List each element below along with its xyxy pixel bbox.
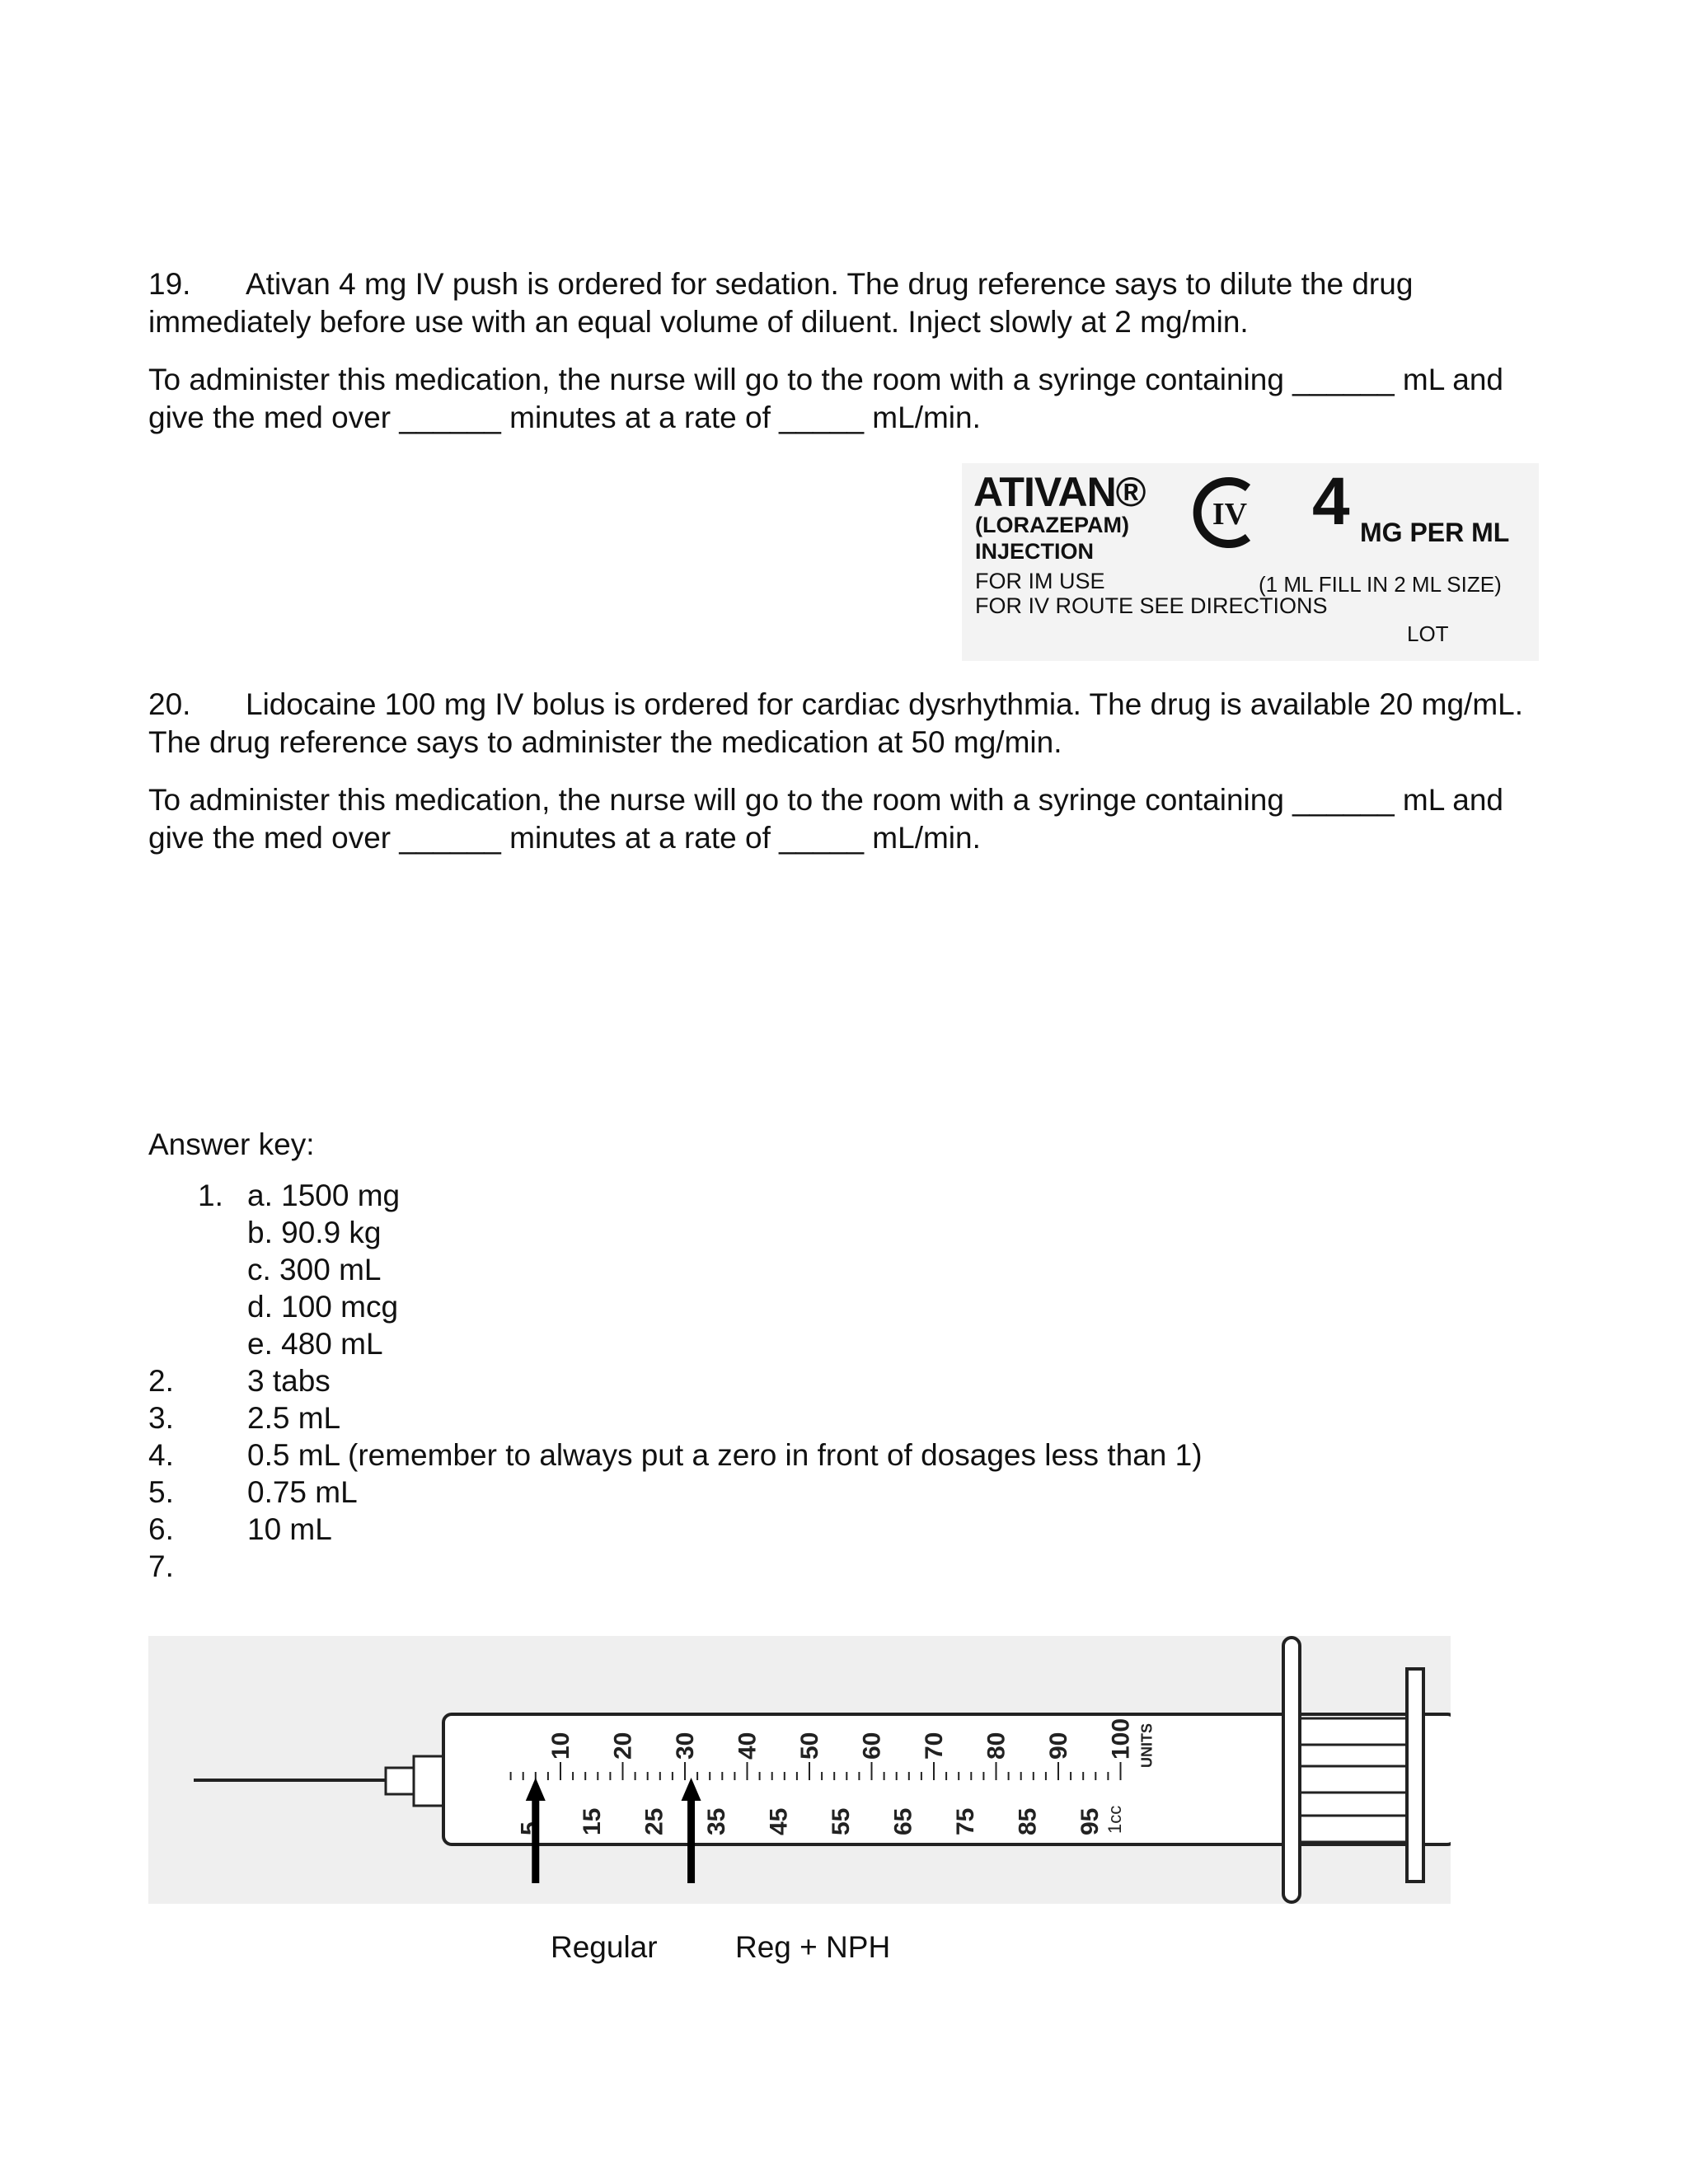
label-lot: LOT xyxy=(1407,621,1449,646)
controlled-substance-seal-icon xyxy=(1189,471,1271,554)
scale-label-bottom: 75 xyxy=(951,1807,979,1835)
label-generic: (LORAZEPAM) xyxy=(975,513,1129,537)
syringe-flange xyxy=(1283,1638,1300,1902)
answer-item-1e: e. 480 mL xyxy=(247,1327,383,1361)
answer-value: 3 tabs xyxy=(247,1364,331,1398)
schedule-text: IV xyxy=(1212,497,1248,532)
answer-item-1a: a. 1500 mg xyxy=(247,1179,401,1212)
scale-label-bottom: 85 xyxy=(1014,1807,1042,1835)
label-brand: ATIVAN® xyxy=(973,469,1146,515)
answer-number: 7. xyxy=(148,1549,174,1583)
syringe-tip xyxy=(414,1756,445,1806)
scale-label-top: 90 xyxy=(1045,1732,1072,1760)
answer-value: 10 mL xyxy=(247,1512,332,1546)
scale-label-top: 40 xyxy=(734,1732,762,1760)
answer-number: 6. xyxy=(148,1512,174,1546)
needle-hub xyxy=(386,1768,415,1794)
question-number: 20. xyxy=(148,687,191,721)
question-text: The drug reference says to administer the medication at 50 mg/min. xyxy=(148,725,1062,759)
question-text: give the med over ______ minutes at a rate of _____ mL/min. xyxy=(148,401,981,434)
answer-value: 0.75 mL xyxy=(247,1475,358,1509)
insulin-syringe-illustration xyxy=(148,1636,1451,1904)
ativan-drug-label xyxy=(962,463,1539,661)
scale-label-bottom: 15 xyxy=(578,1807,606,1835)
label-strength-unit: MG PER ML xyxy=(1360,518,1510,547)
answer-key-title: Answer key: xyxy=(148,1127,315,1161)
scale-label-top: 30 xyxy=(672,1732,699,1760)
scale-label-bottom: 25 xyxy=(640,1807,668,1835)
scale-label-bottom: 65 xyxy=(889,1807,917,1835)
scale-label-top: 60 xyxy=(858,1732,886,1760)
label-im-use: FOR IM USE xyxy=(975,569,1105,593)
answer-number: 5. xyxy=(148,1475,174,1509)
plunger-thumb-rest xyxy=(1407,1669,1423,1882)
scale-label-top: 20 xyxy=(609,1732,637,1760)
scale-label-top: 100 xyxy=(1107,1718,1135,1760)
question-text: Lidocaine 100 mg IV bolus is ordered for cardiac dysrhythmia. The drug is available 20 mg/mL. xyxy=(246,687,1524,721)
answer-number: 4. xyxy=(148,1438,174,1472)
label-form: INJECTION xyxy=(975,539,1095,564)
answer-number: 3. xyxy=(148,1401,174,1435)
answer-item-1c: c. 300 mL xyxy=(247,1253,382,1286)
question-text: To administer this medication, the nurse will go to the room with a syringe containing ______ mL and xyxy=(148,783,1503,817)
answer-item-1b: b. 90.9 kg xyxy=(247,1216,382,1249)
scale-label-top: 10 xyxy=(547,1732,574,1760)
label-iv-route: FOR IV ROUTE SEE DIRECTIONS xyxy=(975,593,1328,618)
question-19 xyxy=(148,265,1550,437)
scale-label-top: 80 xyxy=(982,1732,1010,1760)
label-fill: (1 ML FILL IN 2 ML SIZE) xyxy=(1259,572,1502,597)
question-text: Ativan 4 mg IV push is ordered for sedation. The drug reference says to dilute the drug xyxy=(246,267,1414,301)
question-text: give the med over ______ minutes at a rate of _____ mL/min. xyxy=(148,821,981,855)
scale-label-bottom: 55 xyxy=(827,1807,855,1835)
cc-label: 1cc xyxy=(1104,1805,1125,1834)
scale-label-bottom: 95 xyxy=(1076,1807,1104,1835)
caption-reg-nph: Reg + NPH xyxy=(735,1930,891,1964)
scale-label-bottom: 35 xyxy=(702,1807,730,1835)
answer-item-1-number: 1. xyxy=(198,1179,223,1212)
scale-label-top: 70 xyxy=(921,1732,948,1760)
caption-regular: Regular xyxy=(551,1930,658,1964)
answer-value: 2.5 mL xyxy=(247,1401,341,1435)
scale-label-bottom: 45 xyxy=(765,1807,793,1835)
question-text: To administer this medication, the nurse will go to the room with a syringe containing ______ mL and xyxy=(148,363,1503,396)
question-text: immediately before use with an equal volume of diluent. Inject slowly at 2 mg/min. xyxy=(148,305,1249,339)
units-label: UNITS xyxy=(1138,1723,1156,1768)
answer-number: 2. xyxy=(148,1364,174,1398)
scale-label-bottom: 5 xyxy=(516,1821,544,1835)
scale-label-top: 50 xyxy=(796,1732,823,1760)
answer-value: 0.5 mL (remember to always put a zero in front of dosages less than 1) xyxy=(247,1438,1203,1472)
label-strength-number: 4 xyxy=(1312,464,1350,539)
question-number: 19. xyxy=(148,267,191,301)
answer-item-1d: d. 100 mcg xyxy=(247,1290,399,1324)
syringe-icon xyxy=(148,1636,1451,1904)
question-20 xyxy=(148,686,1550,857)
